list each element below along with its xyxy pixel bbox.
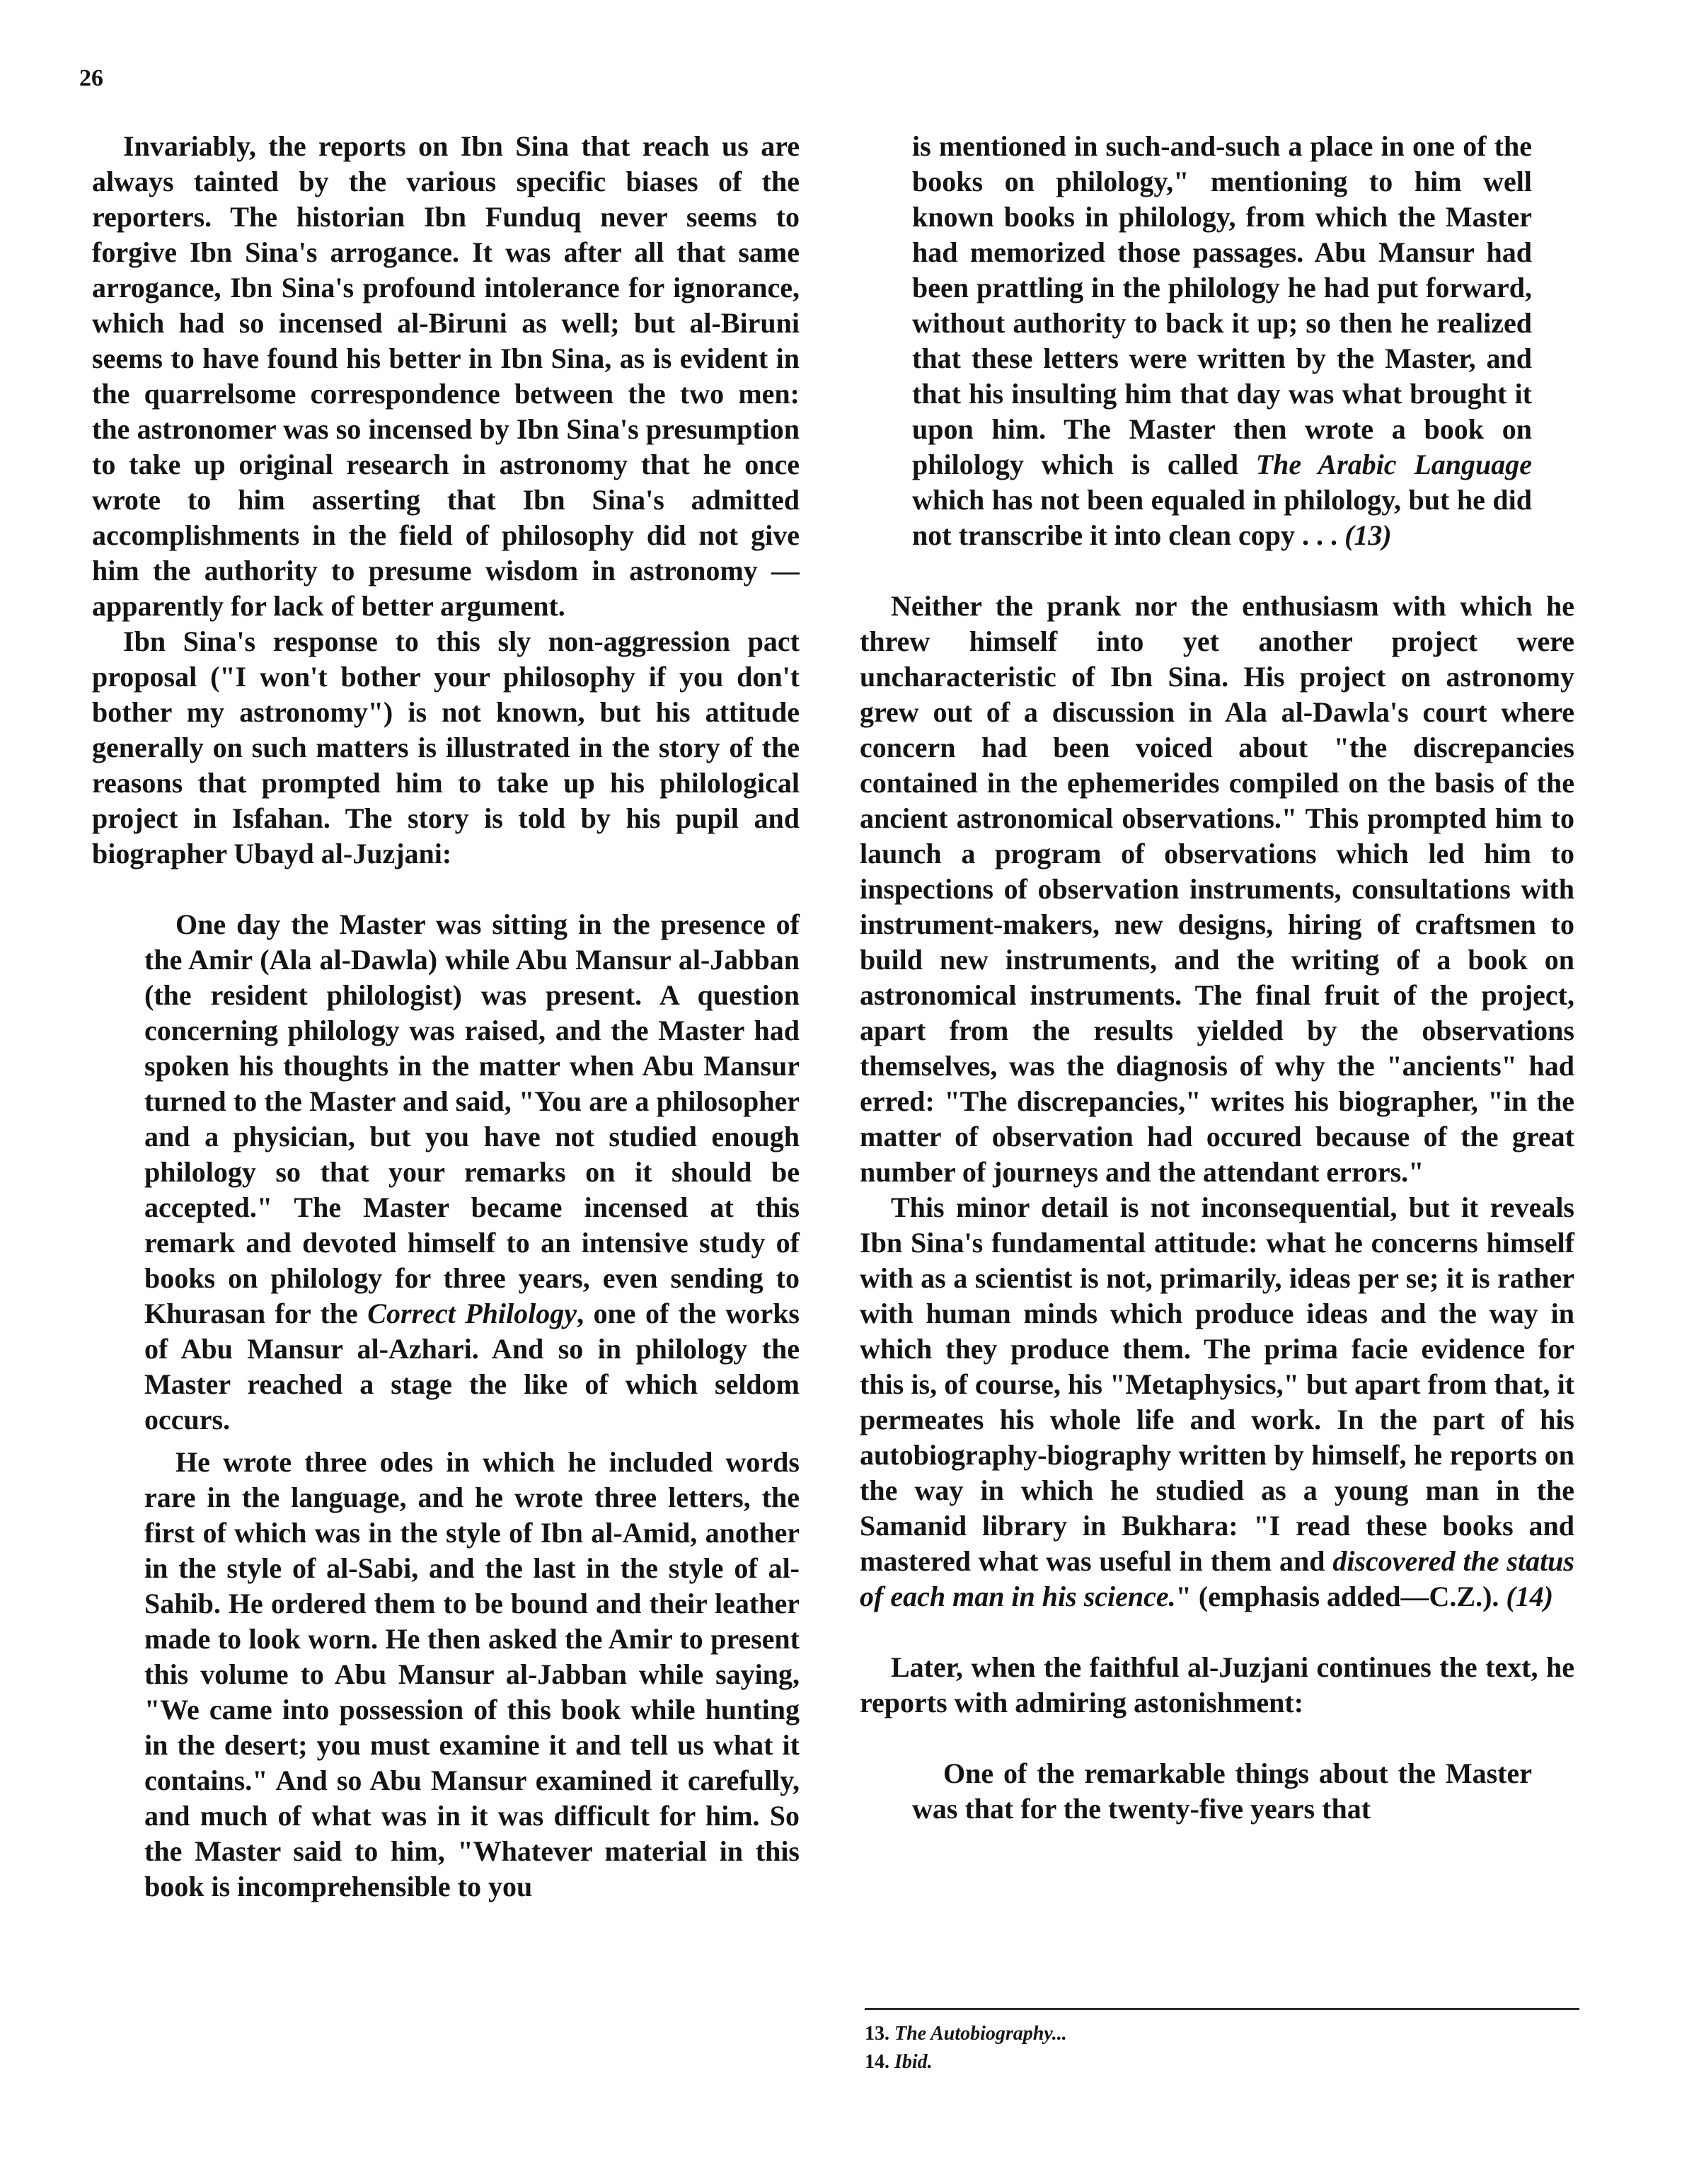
- footnote-rule: [865, 2008, 1579, 2010]
- footnote-text: Ibid.: [894, 2051, 933, 2073]
- paragraph: [860, 1190, 1574, 1614]
- footnote: [865, 2048, 1579, 2076]
- book-title: The Arabic Language: [1255, 449, 1532, 480]
- footnotes: [865, 2008, 1579, 2076]
- paragraph-text: This minor detail is not inconsequential, but it reveals Ibn Sina's fundamental attitude: what he concerns himself with as a scientist is not, primarily, ideas per se; it is rather with human minds which produce ideas and the way in which they produce them. The prima facie evidence for this is, of course, his "Metaphysics," but apart from that, it permeates his whole life and work. In the part of his autobiography-biography written by himself, he reports on the way in which he studied as a young man in the Samanid library in Bukhara: "I read these books and mastered what was useful in them and: [860, 1191, 1574, 1577]
- left-column: [92, 129, 800, 1905]
- quote-text: , one of the works of Abu Mansur al-Azhari. And so in philology the Master reached a stage the like of which seldom occurs.: [144, 1298, 800, 1435]
- footnote: [865, 2020, 1579, 2048]
- paragraph: Ibn Sina's response to this sly non-aggression pact proposal ("I won't bother your philosophy if you don't bother my astronomy") is not known, but his attitude generally on such matters is illustrated in the story of the reasons that prompted him to take up his philological project in Isfahan. The story is told by his pupil and biographer Ubayd al-Juzjani:: [92, 625, 800, 869]
- footnote-number: 13.: [865, 2023, 889, 2045]
- footnote-reference: (14): [1506, 1581, 1554, 1612]
- right-column: [860, 129, 1574, 1827]
- quote-text: is mentioned in such-and-such a place in one of the books on philology," mentioning to him well known books in philology, from which the Master had memorized those passages. Abu Mansur had been prattling in the philology he had put forward, without authority to back it up; so then he realized that these letters were written by the Master, and that his insulting him that day was what brought it upon him. The Master then wrote a book on philology which is called: [912, 130, 1532, 480]
- block-quote-paragraph: [144, 907, 800, 1438]
- quote-text: One day the Master was sitting in the presence of the Amir (Ala al-Dawla) while Abu Mansur al-Jabban (the resident philologist) was present. A question concerning philology was raised, and the Master had spoken his thoughts in the matter when Abu Mansur turned to the Master and said, "You are a philosopher and a physician, but you have not studied enough philology so that your remarks on it should be accepted." The Master became incensed at this remark and devoted himself to an intensive study of books on philology for three years, even sending to Khurasan for the: [144, 908, 800, 1329]
- emphasized-text: discovered the status of each man in his science.: [860, 1545, 1574, 1612]
- book-title: Correct Philology: [367, 1298, 577, 1329]
- footnote-reference: (13): [1344, 519, 1392, 551]
- block-quote-paragraph: One of the remarkable things about the Master was that for the twenty-five years that: [912, 1757, 1532, 1825]
- paragraph: Neither the prank nor the enthusiasm with which he threw himself into yet another project were uncharacteristic of Ibn Sina. His project on astronomy grew out of a discussion in Ala al-Dawla's court where concern had been voiced about "the discrepancies contained in the ephemerides compiled on the basis of the ancient astronomical observations." This prompted him to launch a program of observations which led him to inspections of observation instruments, consultations with instrument-makers, new designs, hiring of craftsmen to build new instruments, and the writing of a book on astronomical instruments. The final fruit of the project, apart from the results yielded by the observations themselves, was the diagnosis of why the "ancients" had erred: "The discrepancies," writes his biographer, "in the matter of observation had occured because of the great number of journeys and the attendant errors.": [860, 590, 1574, 1188]
- footnote-number: 14.: [865, 2051, 889, 2073]
- paragraph: Invariably, the reports on Ibn Sina that reach us are always tainted by the various specific biases of the reporters. The historian Ibn Funduq never seems to forgive Ibn Sina's arrogance. It was after all that same arrogance, Ibn Sina's profound intolerance for ignorance, which had so incensed al-Biruni as well; but al-Biruni seems to have found his better in Ibn Sina, as is evident in the quarrelsome correspondence between the two men: the astronomer was so incensed by Ibn Sina's presumption to take up original research in astronomy that he once wrote to him asserting that Ibn Sina's admitted accomplishments in the field of philosophy did not give him the authority to presume wisdom in astronomy — apparently for lack of better argument.: [92, 130, 800, 622]
- block-quote-paragraph: He wrote three odes in which he included words rare in the language, and he wrote three letters, the first of which was in the style of Ibn al-Amid, another in the style of al-Sabi, and the last in the style of al-Sahib. He ordered them to be bound and their leather made to look worn. He then asked the Amir to present this volume to Abu Mansur al-Jabban while saying, "We came into possession of this book while hunting in the desert; you must examine it and tell us what it contains." And so Abu Mansur examined it carefully, and much of what was in it was difficult for him. So the Master said to him, "Whatever material in this book is incomprehensible to you: [144, 1446, 800, 1902]
- paragraph: Later, when the faithful al-Juzjani continues the text, he reports with admiring astonishment:: [860, 1651, 1574, 1718]
- block-quote-continuation: [912, 129, 1532, 553]
- page-number: 26: [79, 65, 103, 91]
- paragraph-text: " (emphasis added—C.Z.).: [1175, 1581, 1506, 1612]
- quote-text: which has not been equaled in philology, but he did not transcribe it into clean copy . . .: [912, 484, 1532, 551]
- footnote-text: The Autobiography...: [894, 2023, 1067, 2045]
